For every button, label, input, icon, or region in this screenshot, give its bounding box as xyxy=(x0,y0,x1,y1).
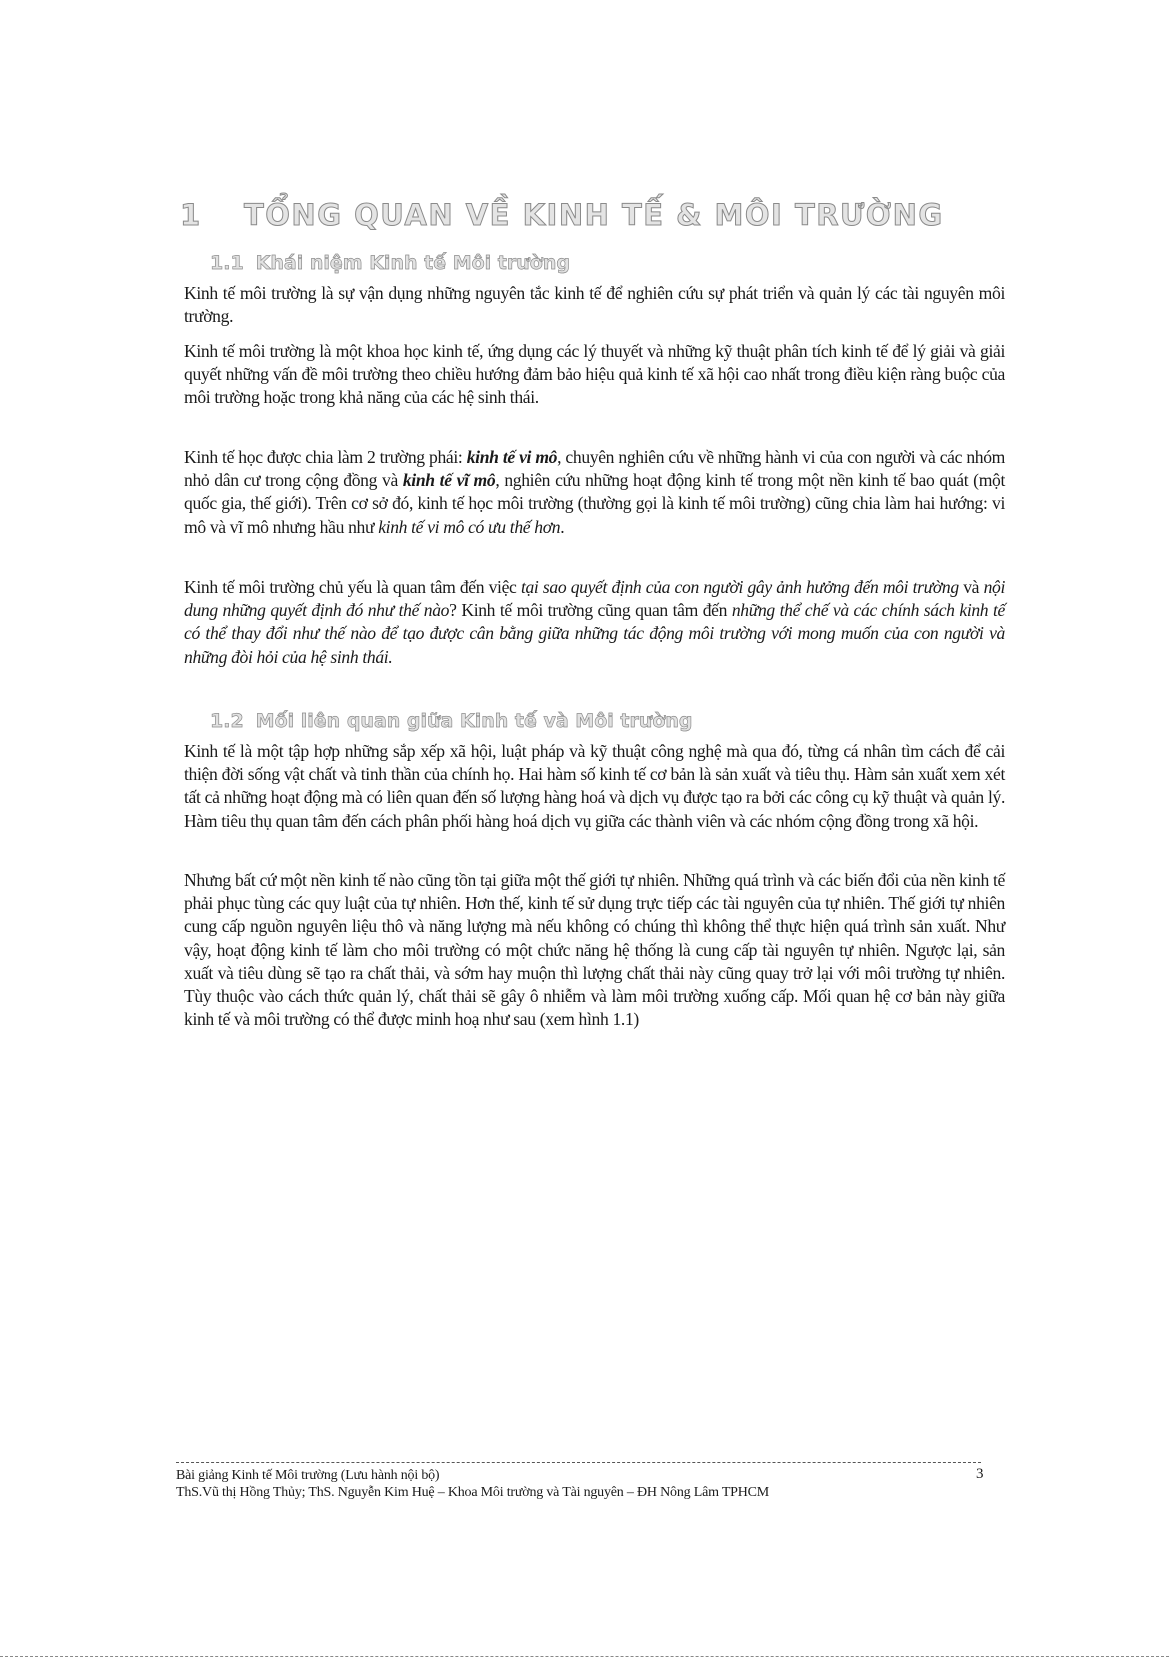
text-run: , chuyên nghiên cứu về những hành vi của con người và các nhóm nhỏ dân cư trong cộng đồng và xyxy=(184,447,1006,491)
section-heading-1-2 xyxy=(210,710,693,732)
scan-edge-line xyxy=(0,1656,1169,1657)
section-heading-1-1 xyxy=(210,252,570,274)
emphasis-text: những thể chế và các chính sách kinh tế có thể thay đổi như thế nào để tạo được cân bằng giữa những tác động môi trường với mong muốn của con người và những đòi hỏi của hệ sinh thái. xyxy=(184,600,1005,667)
footer-authors: ThS.Vũ thị Hồng Thủy; ThS. Nguyễn Kim Huệ – Khoa Môi trường và Tài nguyên – ĐH Nông Lâm TPHCM xyxy=(176,1485,770,1500)
text-run: Kinh tế môi trường chủ yếu là quan tâm đến việc xyxy=(184,577,521,597)
emphasis-term: kinh tế vi mô xyxy=(466,447,558,467)
section-number: 1.1 xyxy=(210,252,244,274)
paragraph: Kinh tế là một tập hợp những sắp xếp xã hội, luật pháp và kỹ thuật công nghệ mà qua đó, từng cá nhân tìm cách để cải thiện đời sống vật chất và tinh thần của chính họ. Hai hàm số kinh tế cơ bản là sản xuất và tiêu thụ. Hàm sản xuất xem xét tất cả những hoạt động mà có liên quan đến số lượng hàng hoá và dịch vụ được tạo ra bởi các công cụ kỹ thuật và quản lý. Hàm tiêu thụ quan tâm đến cách phân phối hàng hoá dịch vụ giữa các thành viên và các nhóm cộng đồng trong xã hội. xyxy=(184,741,1005,831)
text-run: Kinh tế học được chia làm 2 trường phái: xyxy=(184,447,467,467)
chapter-title: TỔNG QUAN VỀ KINH TẾ & MÔI TRƯỜNG xyxy=(244,198,944,232)
section-title: Mối liên quan giữa Kinh tế và Môi trường xyxy=(255,710,693,732)
page-number: 3 xyxy=(976,1466,984,1482)
text-run: ? Kinh tế môi trường cũng quan tâm đến xyxy=(449,600,732,621)
footer-course-title: Bài giảng Kinh tế Môi trường (Lưu hành nội bộ) xyxy=(176,1468,440,1483)
chapter-number: 1 xyxy=(180,198,202,232)
emphasis-text: kinh tế vi mô có ưu thế hơn xyxy=(378,516,561,537)
paragraph: Kinh tế môi trường là một khoa học kinh tế, ứng dụng các lý thuyết và những kỹ thuật phân tích kinh tế để lý giải và giải quyết những vấn đề môi trường theo chiều hướng đảm bảo hiệu quả kinh tế xã hội cao nhất trong điều kiện ràng buộc của môi trường hoặc trong khả năng của các hệ sinh thái. xyxy=(184,341,1005,408)
paragraph xyxy=(184,576,1005,669)
footer-divider xyxy=(176,1462,981,1463)
section-title: Khái niệm Kinh tế Môi trường xyxy=(255,252,570,274)
emphasis-text: tại sao quyết định của con người gây ảnh hưởng đến môi trường xyxy=(520,577,959,597)
text-run: và xyxy=(958,577,984,597)
chapter-heading xyxy=(180,198,944,232)
text-run: , nghiên cứu những hoạt động kinh tế trong một nền kinh tế bao quát (một quốc gia, thế giới). Trên cơ sở đó, kinh tế học môi trường (thường gọi là kinh tế môi trường) cũng chia làm hai hướng: vi mô và vĩ mô nhưng hầu như xyxy=(184,470,1006,537)
paragraph: Nhưng bất cứ một nền kinh tế nào cũng tồn tại giữa một thế giới tự nhiên. Những quá trình và các biến đổi của nền kinh tế phải phục tùng các quy luật của tự nhiên. Hơn thế, kinh tế sử dụng trực tiếp các tài nguyên của tự nhiên. Thế giới tự nhiên cung cấp nguồn nguyên liệu thô và năng lượng mà nếu không có chúng thì không thể thực hiện quá trình sản xuất. Như vậy, hoạt động kinh tế làm cho môi trường có một chức năng hệ thống là cung cấp tài nguyên tự nhiên. Ngược lại, sản xuất và tiêu dùng sẽ tạo ra chất thải, và sớm hay muộn thì lượng chất thải này cũng quay trở lại với môi trường tự nhiên. Tùy thuộc vào cách thức quản lý, chất thải sẽ gây ô nhiễm và làm môi trường xuống cấp. Mối quan hệ cơ bản này giữa kinh tế và môi trường có thể được minh hoạ như sau (xem hình 1.1) xyxy=(184,870,1005,1030)
paragraph xyxy=(184,446,1005,539)
text-run: . xyxy=(560,516,565,537)
emphasis-text: nội dung những quyết định đó như thế nào xyxy=(184,577,1006,621)
section-number: 1.2 xyxy=(210,710,244,732)
paragraph: Kinh tế môi trường là sự vận dụng những nguyên tắc kinh tế để nghiên cứu sự phát triển và quản lý các tài nguyên môi trường. xyxy=(184,283,1005,327)
emphasis-term: kinh tế vĩ mô xyxy=(402,470,496,491)
